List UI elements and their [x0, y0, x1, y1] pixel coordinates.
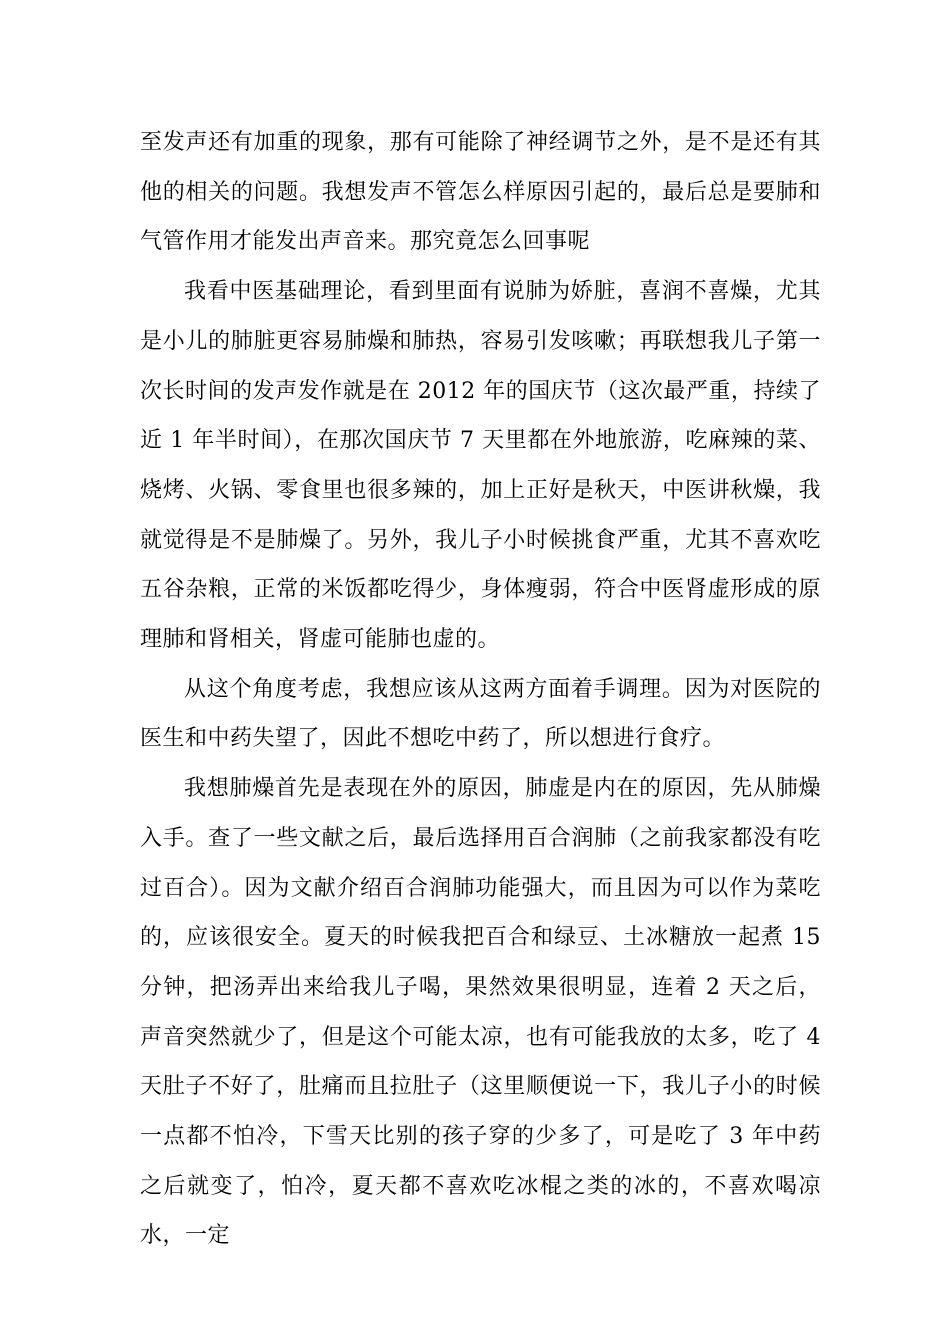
paragraph: 从这个角度考虑，我想应该从这两方面着手调理。因为对医院的医生和中药失望了，因此不想吃中药了，所以想进行食疗。 [140, 676, 821, 752]
paragraph: 我想肺燥首先是表现在外的原因，肺虚是内在的原因，先从肺燥入手。查了一些文献之后，最后选择用百合润肺（之前我家都没有吃过百合）。因为文献介绍百合润肺功能强大，而且因为可以作为菜吃的，应该很安全。夏天的时候我把百合和绿豆、土冰糖放一起煮 15 分钟，把汤弄出来给我儿子喝，果然效果很明显，连着 2 天之后，声音突然就少了，但是这个可能太凉，也有可能我放的太多，吃了 4 天肚子不好了，肚痛而且拉肚子（这里顺便说一下，我儿子小的时候一点都不怕冷，下雪天比别的孩子穿的少多了，可是吃了 3 年中药之后就变了，怕冷，夏天都不喜欢吃冰棍之类的冰的，不喜欢喝凉水，一定 [140, 776, 821, 1249]
paragraph-continued: 至发声还有加重的现象，那有可能除了神经调节之外，是不是还有其他的相关的问题。我想发声不管怎么样原因引起的，最后总是要肺和气管作用才能发出声音来。那究竟怎么回事呢 [140, 130, 821, 255]
paragraph: 我看中医基础理论，看到里面有说肺为娇脏，喜润不喜燥，尤其是小儿的肺脏更容易肺燥和肺热，容易引发咳嗽；再联想我儿子第一次长时间的发声发作就是在 2012 年的国庆节（这次最严重，持续了近 1 年半时间），在那次国庆节 7 天里都在外地旅游，吃麻辣的菜、烧烤、火锅、零食里也很多辣的，加上正好是秋天，中医讲秋燥，我就觉得是不是肺燥了。另外，我儿子小时候挑食严重，尤其不喜欢吃五谷杂粮，正常的米饭都吃得少，身体瘦弱，符合中医肾虚形成的原理肺和肾相关，肾虚可能肺也虚的。 [140, 279, 821, 653]
body-text [140, 118, 821, 1261]
